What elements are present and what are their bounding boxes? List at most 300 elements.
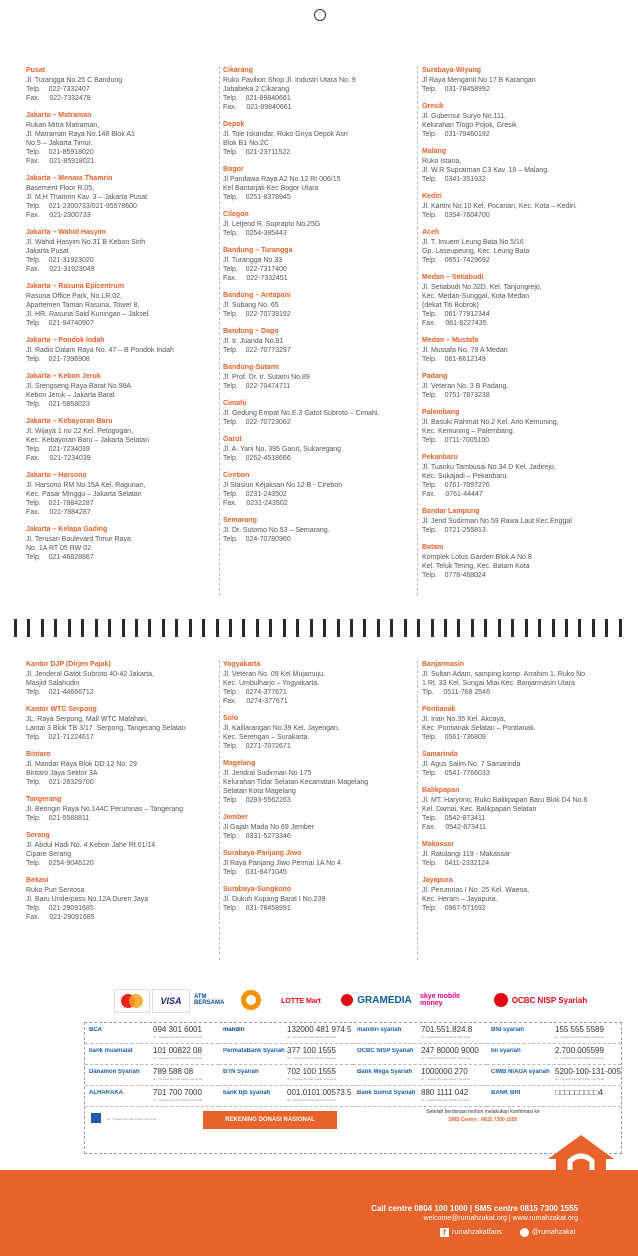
office-address-line: Jl. Turangga No.33 bbox=[223, 257, 283, 264]
office-column-5 bbox=[223, 660, 421, 921]
perforation-mark bbox=[471, 619, 474, 637]
office-address-line: Telp. 021-5858023 bbox=[26, 401, 90, 408]
office-name: Yogyakarta bbox=[223, 661, 261, 668]
office-address-line: Jl Stasiun Kejaksan No 12 B - Cirebon bbox=[223, 482, 343, 489]
office-entry bbox=[223, 165, 421, 202]
office-address-line: Jl. Jend Sudirman No.59 Rawa Laut Kec.Enggal bbox=[422, 518, 572, 525]
perforation-mark bbox=[538, 619, 541, 637]
office-entry bbox=[422, 372, 620, 400]
office-address-line: Telp. 031-8471045 bbox=[223, 869, 287, 876]
office-name: Palembang bbox=[422, 409, 460, 416]
ocbc-nisp-label: OCBC NISP Syariah bbox=[511, 995, 588, 1005]
bank-logo: bank muamalat bbox=[89, 1048, 133, 1054]
bank-account-cell bbox=[219, 1065, 353, 1086]
office-entry bbox=[422, 102, 620, 139]
confirmation-note bbox=[353, 1109, 613, 1131]
office-address-line: Telp. 0721-255813 bbox=[422, 527, 486, 534]
office-address-line: Jl. Ratulangi 119 - Makassar bbox=[422, 851, 511, 858]
office-entry bbox=[26, 795, 224, 823]
office-entry bbox=[422, 192, 620, 220]
office-entry bbox=[26, 525, 224, 562]
office-address-line: Fax. 0231-243502 bbox=[223, 500, 288, 507]
office-address-line: JL. Raya Serpong, Mall WTC Matahari, bbox=[26, 716, 148, 723]
perforation-mark bbox=[552, 619, 555, 637]
office-address-line: Jl. Radio Dalam Raya No. 47 – B Pondok Indah bbox=[26, 347, 174, 354]
footer-bar bbox=[0, 1170, 638, 1256]
office-address-line: Jl. Basuki Rahmat No.2 Kel. Ario Kemuning, bbox=[422, 419, 559, 426]
office-entry bbox=[223, 813, 421, 841]
bank-logo: Bank Sumut Syariah bbox=[357, 1090, 416, 1096]
office-entry bbox=[26, 417, 224, 463]
account-number: 5200-100-131-005 bbox=[555, 1067, 621, 1076]
office-address-line: Jl. Subang No. 65 bbox=[223, 302, 279, 309]
office-address-line: Kec. Pasar Minggu – Jakarta Selatan bbox=[26, 491, 142, 498]
office-address-line: Telp. 0251-8378945 bbox=[223, 194, 291, 201]
account-number: 2.700.005599 bbox=[555, 1046, 604, 1055]
account-number: 1000000 270 bbox=[421, 1067, 468, 1076]
perforation-mark bbox=[202, 619, 205, 637]
office-name: Samarinda bbox=[422, 751, 458, 758]
office-address-line: Jababeka 2 Cikarang bbox=[223, 86, 290, 93]
office-entry bbox=[26, 174, 224, 220]
perforation-mark bbox=[444, 619, 447, 637]
office-entry bbox=[223, 516, 421, 544]
account-holder: an. Yayasan Rumah Zakat Indonesia bbox=[421, 1098, 471, 1102]
office-name: Semarang bbox=[223, 517, 257, 524]
account-number: □□□□□□□□□4 bbox=[555, 1088, 603, 1097]
office-entry bbox=[422, 786, 620, 832]
office-address-line: Jl Pandawa Raya A2 No 12 Rt 006/15 bbox=[223, 176, 341, 183]
office-entry bbox=[26, 66, 224, 103]
office-name: Medan – Mustafa bbox=[422, 337, 479, 344]
office-address-line: Basement Floor R.05, bbox=[26, 185, 95, 192]
bank-logo: Danamon Syariah bbox=[89, 1069, 140, 1075]
office-address-line: Rasuna Office Park, No.LR.02, bbox=[26, 293, 122, 300]
office-address-line: Jl. Wahid Hasyim No.31 B Kebon Sirih bbox=[26, 239, 146, 246]
bank-account-cell bbox=[487, 1086, 621, 1107]
office-entry bbox=[223, 246, 421, 283]
bank-logo: mandiri bbox=[223, 1027, 245, 1033]
office-entry bbox=[223, 363, 421, 391]
office-address-line: Kelurahan Tlogo Pojok, Gresik bbox=[422, 122, 517, 129]
office-address-line: Gp. Laseupeung, Kec. Leung Bata bbox=[422, 248, 530, 255]
office-address-line: Telp. 0411-2332124 bbox=[422, 860, 490, 867]
office-address-line: Jl Gajah Mada No 69 Jember bbox=[223, 824, 315, 831]
bank-account-cell bbox=[85, 1023, 219, 1044]
perforation-mark bbox=[417, 619, 420, 637]
perforation-mark bbox=[81, 619, 84, 637]
account-holder: an. Yayasan Rumah Zakat Indonesia bbox=[555, 1077, 605, 1081]
office-name: Aceh bbox=[422, 229, 440, 236]
office-name: Pontianak bbox=[422, 706, 456, 713]
office-name: Tangerang bbox=[26, 796, 62, 803]
office-address-line: Telp. 021-7234039 bbox=[26, 446, 90, 453]
bank-logo: PermataBank Syariah bbox=[223, 1048, 285, 1054]
office-address-line: Fax. 0274-377671 bbox=[223, 698, 288, 705]
office-entry bbox=[422, 336, 620, 364]
bank-logo: bii syariah bbox=[491, 1048, 521, 1054]
office-address-line: Telp. 061-6612149 bbox=[422, 356, 486, 363]
office-entry bbox=[422, 840, 620, 868]
confirmation-sms: SMS Centre : 0815 7300 1555 bbox=[448, 1117, 518, 1123]
office-address-line: Telp. 021-89840661 bbox=[223, 95, 291, 102]
office-address-line: Jl. Agus Salim No. 7 Samarinda bbox=[422, 761, 521, 768]
visa-logo: VISA bbox=[152, 989, 190, 1013]
perforation-mark bbox=[498, 619, 501, 637]
account-holder: an. Yayasan Rumah Zakat Indonesia bbox=[421, 1035, 471, 1039]
office-name: Kediri bbox=[422, 193, 442, 200]
bank-logo: OCBC NISP Syariah bbox=[357, 1048, 414, 1054]
office-address-line: Fax. 021-29091685 bbox=[26, 914, 95, 921]
office-name: Depok bbox=[223, 121, 245, 128]
office-entry bbox=[422, 543, 620, 580]
bank-logo: bank bjb syariah bbox=[223, 1090, 271, 1096]
office-address-line: Telp. 021-26329700 bbox=[26, 779, 94, 786]
office-entry bbox=[26, 876, 224, 922]
payment-logos bbox=[114, 985, 604, 1015]
office-address-line: Telp. 0231-243502 bbox=[223, 491, 287, 498]
office-name: Bogor bbox=[223, 166, 244, 173]
facebook-handle[interactable]: rumahzakatfans bbox=[452, 1229, 502, 1236]
account-number: 001.0101.00573.5 bbox=[287, 1088, 352, 1097]
account-number: 701 700 7000 bbox=[153, 1088, 202, 1097]
office-address-line: Ruko Pavilion Shop Jl. Industri Utara No. 9 bbox=[223, 77, 356, 84]
office-address-line: Kel. Teluk Tering, Kec. Batam Kota bbox=[422, 563, 530, 570]
office-address-line: Telp. 0751-7873238 bbox=[422, 392, 490, 399]
office-address-line: Telp. 022-7317400 bbox=[223, 266, 287, 273]
office-name: Bandung – Dago bbox=[223, 328, 279, 335]
office-address-line: Jl. Tole Iskandar, Ruko Griya Depok Asri bbox=[223, 131, 348, 138]
perforation-line bbox=[14, 619, 622, 639]
pos-indonesia-logo bbox=[236, 987, 266, 1013]
office-address-line: Telp. 021-78842287 bbox=[26, 500, 94, 507]
office-entry bbox=[26, 282, 224, 328]
office-entry bbox=[26, 750, 224, 787]
perforation-mark bbox=[27, 619, 30, 637]
office-address-line: Jl. Turangga No.25 C Bandung bbox=[26, 77, 123, 84]
account-number: 701.551.824.8 bbox=[421, 1025, 473, 1034]
binding-hole-icon bbox=[314, 9, 326, 21]
office-address-line: Telp. 021-5588811 bbox=[26, 815, 90, 822]
office-entry bbox=[223, 399, 421, 427]
office-address-line: Komplek Lotus Garden Blok A No.8 bbox=[422, 554, 532, 561]
perforation-mark bbox=[390, 619, 393, 637]
office-entry bbox=[26, 831, 224, 868]
twitter-handle[interactable]: @rumahzakat bbox=[531, 1229, 576, 1236]
office-name: Cimahi bbox=[223, 400, 247, 407]
atm-bersama-label: ATM BERSAMA bbox=[194, 994, 225, 1006]
perforation-mark bbox=[162, 619, 165, 637]
office-address-line: Jl Raya Panjang Jiwo Permai 1A No 4 bbox=[223, 860, 341, 867]
office-entry bbox=[26, 372, 224, 409]
account-holder: an. Yayasan Rumah Zakat Indonesia bbox=[287, 1098, 337, 1102]
office-address-line: Telp. 0761-7097276 bbox=[422, 482, 490, 489]
bank-logo: BNI syariah bbox=[491, 1027, 525, 1033]
bank-account-cell bbox=[353, 1044, 487, 1065]
office-address-line: Jl. Dr. Sutomo No.53 – Semarang. bbox=[223, 527, 330, 534]
office-address-line: Fax. 021-7234039 bbox=[26, 455, 91, 462]
office-address-line: Jl. Ir. Juanda No.91 bbox=[223, 338, 284, 345]
office-address-line: Telp. 022-70739192 bbox=[223, 311, 291, 318]
bank-account-cell bbox=[85, 1109, 205, 1129]
office-column-1 bbox=[26, 66, 224, 570]
column-divider bbox=[417, 66, 418, 596]
account-number: 789 588 08 bbox=[153, 1067, 194, 1076]
bank-logo: Bank Mega Syariah bbox=[357, 1069, 413, 1075]
office-address-line: Telp. 022-70474711 bbox=[223, 383, 291, 390]
perforation-mark bbox=[323, 619, 326, 637]
office-address-line: Telp. 021-2300733/021-95578600 bbox=[26, 203, 137, 210]
bank-account-cell bbox=[353, 1065, 487, 1086]
perforation-mark bbox=[511, 619, 514, 637]
perforation-mark bbox=[108, 619, 111, 637]
office-address-line: Telp. 0778-468024 bbox=[422, 572, 486, 579]
office-address-line: Fax. 0542-873411 bbox=[422, 824, 487, 831]
footer-social bbox=[440, 1228, 576, 1237]
office-address-line: Telp. 031-78458991 bbox=[223, 905, 291, 912]
perforation-mark bbox=[269, 619, 272, 637]
perforation-mark bbox=[310, 619, 313, 637]
perforation-mark bbox=[350, 619, 353, 637]
confirmation-text: Setelah berdonasi mohon melakukan konfirmasi ke bbox=[426, 1109, 540, 1115]
office-address-line: Telp. 061-77812344 bbox=[422, 311, 490, 318]
office-name: Cikarang bbox=[223, 67, 253, 74]
office-entry bbox=[422, 705, 620, 742]
perforation-mark bbox=[592, 619, 595, 637]
office-address-line: Selatan Kota Magelang bbox=[223, 788, 296, 795]
office-address-line: Kebon Jeruk – Jakarta Barat bbox=[26, 392, 115, 399]
office-name: Magelang bbox=[223, 760, 256, 767]
perforation-mark bbox=[14, 619, 17, 637]
account-number: 101 00822 08 bbox=[153, 1046, 202, 1055]
office-entry bbox=[422, 147, 620, 184]
bank-account-cell bbox=[85, 1086, 219, 1107]
bank-account-cell bbox=[353, 1023, 487, 1044]
column-divider bbox=[219, 66, 220, 596]
perforation-mark bbox=[189, 619, 192, 637]
office-address-line: Kec. Serengan – Surakarta. bbox=[223, 734, 310, 741]
office-address-line: Jl. Prof. Dr. Ir. Sutami No.89 bbox=[223, 374, 310, 381]
office-address-line: Telp. 0254-385443 bbox=[223, 230, 287, 237]
account-number: 377 100 1555 bbox=[287, 1046, 336, 1055]
office-name: Cirebon bbox=[223, 472, 250, 479]
column-divider bbox=[219, 660, 220, 960]
office-entry bbox=[26, 705, 224, 742]
account-holder: an. Yayasan Rumah Zakat Indonesia bbox=[153, 1035, 203, 1039]
office-column-6 bbox=[422, 660, 620, 921]
office-address-line: Telp. 0254-9046120 bbox=[26, 860, 94, 867]
perforation-mark bbox=[578, 619, 581, 637]
office-name: Surabaya-Sungkono bbox=[223, 886, 292, 893]
office-address-line: Jl. Irian No.35 Kel. Akcaya, bbox=[422, 716, 506, 723]
office-address-line: Telp. 0341-351932 bbox=[422, 176, 486, 183]
account-holder: an. Yayasan Rumah Zakat Indonesia bbox=[153, 1077, 203, 1081]
office-name: Bandung – Antapani bbox=[223, 292, 291, 299]
office-address-line: Jl. Kartini No.10 Kel. Pocanan, Kec. Kota – Kediri. bbox=[422, 203, 577, 210]
bank-muamalat-icon bbox=[91, 1113, 101, 1123]
account-number: 702 100 1555 bbox=[287, 1067, 336, 1076]
gramedia-logo bbox=[336, 989, 416, 1011]
perforation-mark bbox=[565, 619, 568, 637]
bank-logo: BANK BRI bbox=[491, 1090, 521, 1096]
office-name: Medan – Setiabudi bbox=[422, 274, 484, 281]
office-entry bbox=[26, 228, 224, 274]
account-number: 247 80000 9000 bbox=[421, 1046, 479, 1055]
office-address-line: Jl. Sultan Adam, samping komp. Arrahim 1, Ruko No. bbox=[422, 671, 587, 678]
bank-account-cell bbox=[487, 1065, 621, 1086]
office-address-line: Jl. Jendral Sudirman No 175 bbox=[223, 770, 312, 777]
office-address-line: Jl. MT. Haryono, Ruko Balikpapan Baru Blok D4 No.6 bbox=[422, 797, 588, 804]
office-entry bbox=[422, 66, 620, 94]
office-address-line: Bintaro Jaya Sektor 3A bbox=[26, 770, 98, 777]
office-name: Jakarta – Rasuna Epicentrum bbox=[26, 283, 125, 290]
office-address-line: Fax. 022-7332451 bbox=[223, 275, 288, 282]
office-entry bbox=[223, 885, 421, 913]
office-address-line: Fax. 021-31923049 bbox=[26, 266, 95, 273]
office-name: Jakarta – Kebon Jeruk bbox=[26, 373, 101, 380]
office-address-line: Jakarta Pusat bbox=[26, 248, 69, 255]
office-address-line: Jl. Matraman Raya No.148 Blok A1 bbox=[26, 131, 135, 138]
office-entry bbox=[223, 714, 421, 751]
office-address-line: Masjid Salahudin bbox=[26, 680, 80, 687]
footer-callcentre: Call centre 0804 100 1000 | SMS centre 0815 7300 1555 bbox=[371, 1204, 578, 1213]
office-address-line: Fax. 021-2300733 bbox=[26, 212, 91, 219]
office-name: Jakarta – Menara Thamrin bbox=[26, 175, 113, 182]
office-entry bbox=[223, 849, 421, 877]
office-address-line: No.5 – Jakarta Timur. bbox=[26, 140, 93, 147]
office-address-line: Telp. 0561-736809 bbox=[422, 734, 486, 741]
bank-account-cell bbox=[85, 1065, 219, 1086]
office-name: Surabaya-Wiyung bbox=[422, 67, 482, 74]
office-entry bbox=[223, 759, 421, 805]
office-address-line: Kec. Kebayoran Baru – Jakarta Selatan bbox=[26, 437, 149, 444]
office-address-line: Jl. Tuanku Tambusai No.34 D Kel. Jadirejo, bbox=[422, 464, 556, 471]
office-address-line: Telp. 0271-7072671 bbox=[223, 743, 291, 750]
office-entry bbox=[223, 66, 421, 112]
perforation-mark bbox=[41, 619, 44, 637]
office-address-line: Jl. Veteran No. 3 B Padang. bbox=[422, 383, 509, 390]
bank-account-cell bbox=[487, 1044, 621, 1065]
office-address-line: Kel. Damai, Kec. Balikpapan Selatan bbox=[422, 806, 537, 813]
office-address-line: Fax. 061-8227435 bbox=[422, 320, 487, 327]
office-name: Surabaya-Panjang Jiwo bbox=[223, 850, 302, 857]
office-name: Pusat bbox=[26, 67, 46, 74]
facebook-icon[interactable]: f bbox=[440, 1228, 449, 1237]
bank-account-cell bbox=[219, 1044, 353, 1065]
mastercard-logo bbox=[114, 989, 150, 1013]
office-entry bbox=[422, 228, 620, 265]
perforation-mark bbox=[457, 619, 460, 637]
footer-links[interactable]: welcome@rumahzakat.org | www.rumahzakat.org bbox=[423, 1215, 578, 1222]
skye-logo: skye mobile money bbox=[420, 993, 461, 1007]
office-address-line: Jl. Jenderal Gatot Subroto 40-42 Jakarta, bbox=[26, 671, 155, 678]
column-divider bbox=[417, 660, 418, 960]
office-entry bbox=[26, 336, 224, 364]
office-address-line: Jl. Baru Underpass No.12A Duren Jaya bbox=[26, 896, 149, 903]
office-column-4 bbox=[26, 660, 224, 930]
office-address-line: Jl. Gedung Empat No.E.3 Gatot Subroto – Cimahi. bbox=[223, 410, 380, 417]
office-address-line: Telp. 0293-5562263 bbox=[223, 797, 291, 804]
office-address-line: Jl Raya Menganti No 17 B Karangan bbox=[422, 77, 536, 84]
office-address-line: Telp. 0542-873411 bbox=[422, 815, 486, 822]
office-name: Banjarmasin bbox=[422, 661, 465, 668]
office-entry bbox=[223, 471, 421, 508]
perforation-mark bbox=[229, 619, 232, 637]
office-address-line: Telp. 021-7396908 bbox=[26, 356, 90, 363]
office-address-line: Jl. HR. Rasuna Said Kuningan – Jaksel. bbox=[26, 311, 151, 318]
office-entry bbox=[422, 876, 620, 913]
office-address-line: Fax. 021-89840661 bbox=[223, 104, 292, 111]
atm-bersama-logo bbox=[194, 987, 228, 1013]
bank-account-cell bbox=[219, 1023, 353, 1044]
office-address-line: Telp. 021-46828867 bbox=[26, 554, 94, 561]
bank-logo: CIMB NIAGA syariah bbox=[491, 1069, 550, 1075]
office-name: Bintaro bbox=[26, 751, 51, 758]
perforation-mark bbox=[135, 619, 138, 637]
office-column-3 bbox=[422, 66, 620, 588]
twitter-icon[interactable] bbox=[520, 1228, 529, 1237]
office-address-line: Jl. Mustafa No. 78 A Medan bbox=[422, 347, 508, 354]
perforation-mark bbox=[68, 619, 71, 637]
bank-account-table bbox=[84, 1022, 622, 1154]
account-holder: an. Yayasan Rumah Zakat Indonesia bbox=[555, 1056, 605, 1060]
office-entry bbox=[223, 327, 421, 355]
account-holder: an. Yayasan Rumah Zakat Indonesia bbox=[421, 1056, 471, 1060]
office-name: Cilegon bbox=[223, 211, 249, 218]
office-entry bbox=[422, 507, 620, 535]
office-name: Jakarta – Harsono bbox=[26, 472, 87, 479]
perforation-mark bbox=[242, 619, 245, 637]
office-name: Bandung – Turangga bbox=[223, 247, 293, 254]
account-holder: an. Yayasan Rumah Zakat Indonesia bbox=[421, 1077, 471, 1081]
bank-logo: BCA bbox=[89, 1027, 102, 1033]
office-address-line: Jl. Mandar Raya Blok DD 12 No. 29 bbox=[26, 761, 137, 768]
office-name: Jakarta – Matraman bbox=[26, 112, 92, 119]
office-name: Bandar Lampung bbox=[422, 508, 480, 515]
office-address-line: Telp. 021-94740907 bbox=[26, 320, 94, 327]
perforation-mark bbox=[431, 619, 434, 637]
office-address-line: Kelurahan Tidar Selatan Kecamatan Magelang bbox=[223, 779, 369, 786]
perforation-mark bbox=[404, 619, 407, 637]
office-name: Balikpapan bbox=[422, 787, 460, 794]
office-name: Jayapura bbox=[422, 877, 453, 884]
office-address-line: Telp. 0354-7604700 bbox=[422, 212, 490, 219]
bank-account-cell bbox=[353, 1086, 487, 1107]
office-address-line: Jl. Wijaya 1 no 22 Kel. Petogogan, bbox=[26, 428, 134, 435]
bank-logo: mandiri syariah bbox=[357, 1027, 402, 1033]
office-address-line: Fax. 021-7884287 bbox=[26, 509, 91, 516]
office-column-2 bbox=[223, 66, 421, 552]
perforation-mark bbox=[605, 619, 608, 637]
perforation-mark bbox=[216, 619, 219, 637]
office-address-line: Ruko Puri Sentosa bbox=[26, 887, 85, 894]
office-entry bbox=[223, 435, 421, 463]
office-address-line: Telp. 022-70723062 bbox=[223, 419, 291, 426]
office-address-line: Jl. A. Yani No. 395 Garut, Sukaregang bbox=[223, 446, 342, 453]
office-address-line: Jl. Srengseng Raya Barat No.98A bbox=[26, 383, 132, 390]
office-address-line: Jl. W.R Supratman C3 Kav. 19 – Malang. bbox=[422, 167, 550, 174]
office-entry bbox=[422, 408, 620, 445]
office-address-line: Lantai 3 Blok TB 3/17 Serpong, Tangerang Selatan bbox=[26, 725, 186, 732]
office-address-line: Rukan Mitra Matraman, bbox=[26, 122, 100, 129]
office-address-line: Kec. Pontianak Selatan – Pontianak. bbox=[422, 725, 536, 732]
office-entry bbox=[422, 750, 620, 778]
office-address-line: Telp. 0274-377671 bbox=[223, 689, 287, 696]
perforation-mark bbox=[525, 619, 528, 637]
account-holder: an. Yayasan Rumah Zakat Indonesia bbox=[153, 1056, 203, 1060]
office-address-line: Blok B1 No.2C bbox=[223, 140, 269, 147]
office-address-line: Kec. Umbulharjo – Yogyakarta. bbox=[223, 680, 320, 687]
